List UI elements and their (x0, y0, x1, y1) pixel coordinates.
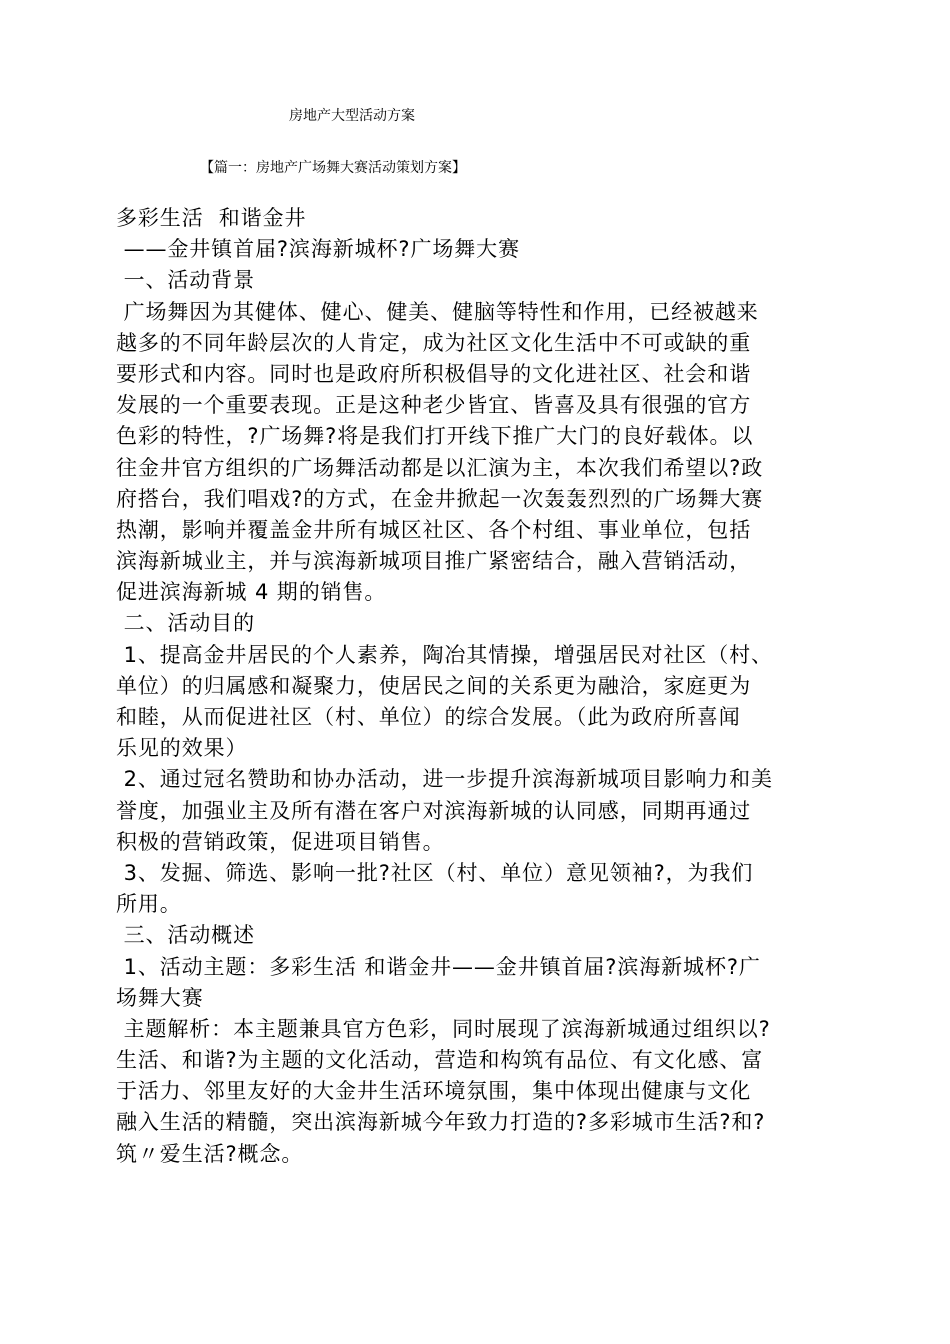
paragraph-line: 2、通过冠名赞助和协办活动，进一步提升滨海新城项目影响力和美 (116, 767, 773, 792)
paragraph-line: 生活、和谐?为主题的文化活动，营造和构筑有品位、有文化感、富 (116, 1048, 764, 1073)
paragraph-line: 热潮，影响并覆盖金井所有城区社区、各个村组、事业单位，包括 (116, 517, 752, 542)
paragraph-line: 融入生活的精髓，突出滨海新城今年致力打造的?多彩城市生活?和? (116, 1110, 766, 1135)
paragraph-line: 促进滨海新城 4 期的销售。 (116, 580, 387, 605)
document-subtitle: 【篇一：房地产广场舞大赛活动策划方案】 (200, 160, 466, 176)
paragraph-line: 1、活动主题：多彩生活 和谐金井——金井镇首届?滨海新城杯?广 (116, 954, 761, 979)
paragraph-line: 所用。 (116, 892, 182, 917)
paragraph-line: 广场舞因为其健体、健心、健美、健脑等特性和作用，已经被越来 (116, 299, 759, 324)
paragraph-line: 府搭台，我们唱戏?的方式，在金井掀起一次轰轰烈烈的广场舞大赛 (116, 486, 764, 511)
paragraph-line: 往金井官方组织的广场舞活动都是以汇演为主，本次我们希望以?政 (116, 455, 764, 480)
paragraph-line: 乐见的效果） (116, 736, 248, 761)
paragraph-line: 越多的不同年龄层次的人肯定，成为社区文化生活中不可或缺的重 (116, 330, 752, 355)
paragraph-line: 于活力、邻里友好的大金井生活环境氛围，集中体现出健康与文化 (116, 1079, 752, 1104)
paragraph-line: 发展的一个重要表现。正是这种老少皆宜、皆喜及具有很强的官方 (116, 393, 752, 418)
paragraph-line: 3、发掘、筛选、影响一批?社区（村、单位）意见领袖?，为我们 (116, 860, 754, 885)
paragraph-line: 誉度，加强业主及所有潜在客户对滨海新城的认同感，同期再通过 (116, 798, 752, 823)
paragraph-line: 要形式和内容。同时也是政府所积极倡导的文化进社区、社会和谐 (116, 361, 752, 386)
paragraph-line: 主题解析：本主题兼具官方色彩，同时展现了滨海新城通过组织以? (116, 1016, 771, 1041)
heading-theme: 多彩生活 和谐金井 (116, 206, 307, 230)
paragraph-line: 色彩的特性，?广场舞?将是我们打开线下推广大门的良好载体。以 (116, 424, 754, 449)
paragraph-line: 筑〃爱生活?概念。 (116, 1141, 304, 1166)
paragraph-line: 1、提高金井居民的个人素养，陶冶其情操，增强居民对社区（村、 (116, 642, 773, 667)
section-heading-purpose: 二、活动目的 (116, 611, 255, 636)
paragraph-line: 场舞大赛 (116, 985, 204, 1010)
paragraph-line: 滨海新城业主，并与滨海新城项目推广紧密结合，融入营销活动， (116, 549, 752, 574)
section-heading-background: 一、活动背景 (116, 268, 255, 293)
heading-event-name: ——金井镇首届?滨海新城杯?广场舞大赛 (116, 237, 520, 262)
paragraph-line: 和睦，从而促进社区（村、单位）的综合发展。（此为政府所喜闻 (116, 705, 741, 729)
section-heading-overview: 三、活动概述 (116, 923, 255, 948)
document-title: 房地产大型活动方案 (289, 108, 415, 124)
document-body (116, 203, 846, 1170)
paragraph-line: 积极的营销政策，促进项目销售。 (116, 829, 445, 854)
paragraph-line: 单位）的归属感和凝聚力，使居民之间的关系更为融洽，家庭更为 (116, 673, 752, 698)
